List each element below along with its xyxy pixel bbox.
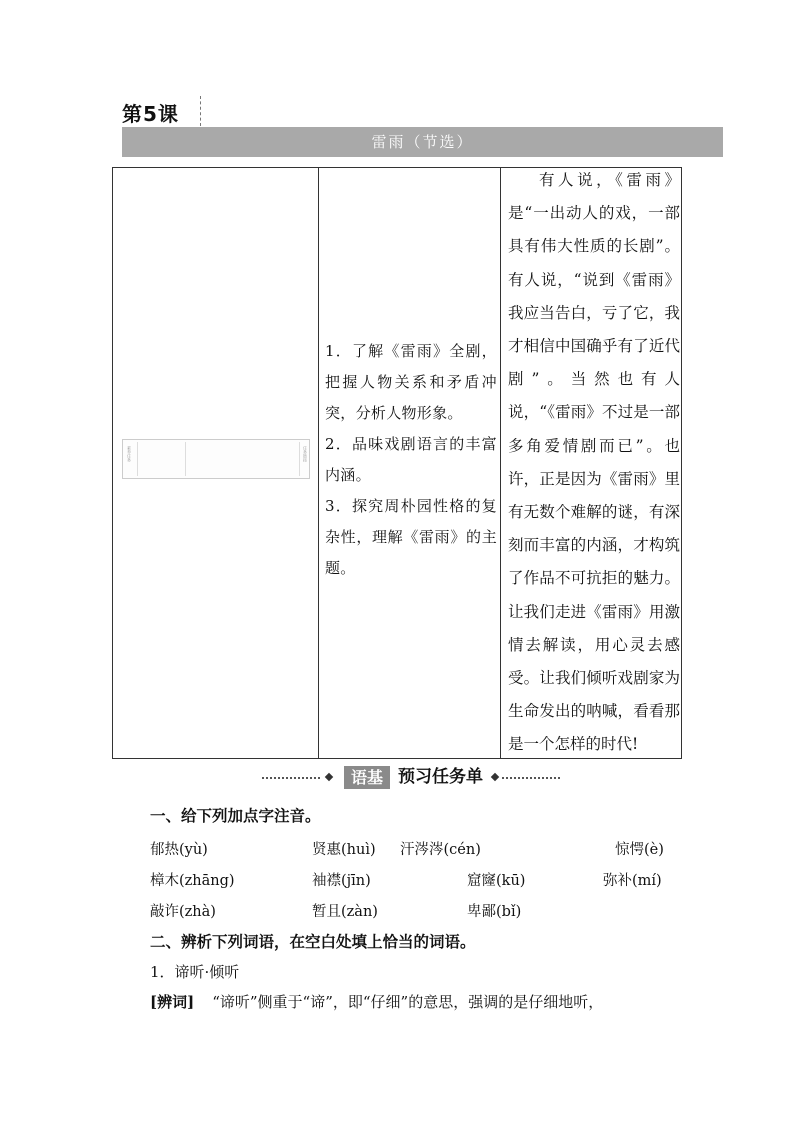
objective-item: 3．探究周朴园性格的复杂性，理解《雷雨》的主题。 bbox=[325, 497, 497, 577]
heading-divider bbox=[200, 96, 201, 126]
intro-paragraph: 有人说，《雷雨》是“一出动人的戏，一部具有伟大性质的长剧”。有人说，“说到《雷雨》我应当告白，亏了它，我才相信中国确乎有了近代剧”。当然也有人说，“《雷雨》不过是一部多角爱情剧而已”。也许，正是因为《雷雨》里有无数个难解的谜，有深刻而丰富的内涵，才构筑了作品不可抗拒的魅力。让我们走进《雷雨》用激情去解读，用心灵去感受。让我们倾听戏剧家为生命发出的呐喊，看看那是一个怎样的时代! bbox=[508, 171, 680, 754]
pinyin-item: 窟窿(kū) bbox=[467, 873, 526, 889]
thumbnail-left-text: 素养任务 bbox=[127, 446, 132, 462]
section-banner bbox=[262, 766, 562, 790]
diamond-icon bbox=[325, 773, 333, 781]
pinyin-item: 弥补(mí) bbox=[603, 873, 662, 889]
pinyin-item: 贤惠(huì) bbox=[312, 842, 376, 858]
objective-item: 2．品味戏剧语言的丰富内涵。 bbox=[325, 435, 497, 484]
question-2-heading: 二、辨析下列词语，在空白处填上恰当的词语。 bbox=[150, 932, 476, 951]
learning-objectives bbox=[325, 336, 497, 584]
section-tag: 语基 bbox=[344, 766, 390, 789]
table-column-divider bbox=[318, 168, 319, 758]
pinyin-item: 袖襟(jīn) bbox=[312, 873, 371, 889]
pinyin-item: 敲诈(zhà) bbox=[150, 904, 216, 920]
thumbnail-right-text: 任务链接 bbox=[303, 446, 308, 462]
lesson-title-bar: 雷雨（节选） bbox=[122, 127, 723, 157]
word-analysis-note bbox=[150, 991, 710, 1012]
question-1-heading: 一、给下列加点字注音。 bbox=[150, 806, 321, 825]
pinyin-item: 汗涔涔(cén) bbox=[400, 842, 481, 858]
dotted-rule-left bbox=[262, 777, 320, 779]
pinyin-item: 郁热(yù) bbox=[150, 842, 208, 858]
note-tag: [辨词] bbox=[150, 993, 195, 1011]
section-title: 预习任务单 bbox=[398, 767, 483, 787]
task-thumbnail-image bbox=[122, 439, 310, 479]
pinyin-item: 卑鄙(bǐ) bbox=[467, 904, 522, 920]
thumbnail-divider bbox=[137, 442, 138, 476]
objective-item: 1．了解《雷雨》全剧，把握人物关系和矛盾冲突，分析人物形象。 bbox=[325, 342, 497, 422]
thumbnail-divider bbox=[299, 442, 300, 476]
dotted-rule-right bbox=[502, 777, 560, 779]
thumbnail-divider bbox=[185, 442, 186, 476]
lesson-heading: 第5课 bbox=[122, 102, 179, 126]
pinyin-item: 惊愕(è) bbox=[615, 842, 664, 858]
table-column-divider bbox=[500, 168, 501, 758]
note-text: “谛听”侧重于“谛”，即“仔细”的意思，强调的是仔细地听， bbox=[212, 993, 604, 1011]
pinyin-item: 暂且(zàn) bbox=[312, 904, 378, 920]
intro-table bbox=[112, 167, 682, 759]
diamond-icon bbox=[491, 773, 499, 781]
question-2-item-1: 1．谛听·倾听 bbox=[150, 963, 240, 981]
pinyin-item: 樟木(zhāng) bbox=[150, 873, 235, 889]
